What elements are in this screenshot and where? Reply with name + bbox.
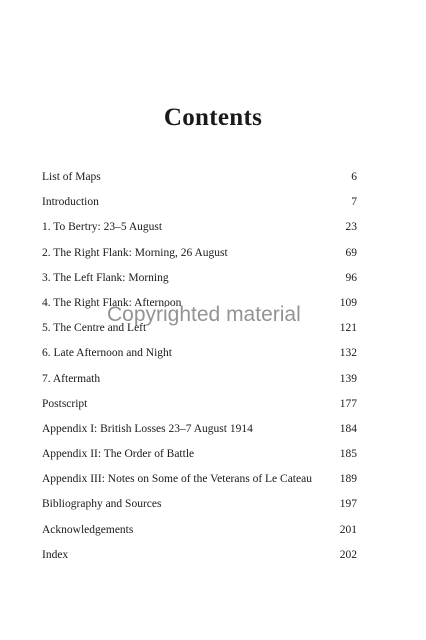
toc-entry[interactable] xyxy=(42,521,357,546)
toc-entry-page: 109 xyxy=(339,296,357,309)
toc-entry[interactable] xyxy=(42,269,357,294)
toc-entry-title: 1. To Bertry: 23–5 August xyxy=(42,221,163,234)
toc-entry-page: 7 xyxy=(351,196,357,209)
toc-entry[interactable] xyxy=(42,495,357,520)
toc-entry-page: 6 xyxy=(351,171,357,183)
toc-entry-page: 69 xyxy=(345,246,357,259)
toc-entry-title: List of Maps xyxy=(42,171,101,183)
toc-entry[interactable] xyxy=(42,193,357,218)
toc-entry[interactable] xyxy=(42,244,357,269)
toc-entry-page: 23 xyxy=(345,221,357,234)
toc-entry[interactable] xyxy=(42,470,357,495)
toc-entry[interactable] xyxy=(42,319,357,344)
toc-entry-page: 201 xyxy=(339,523,357,536)
toc-entry-title: 6. Late Afternoon and Night xyxy=(42,347,172,360)
toc-entry-page: 121 xyxy=(339,322,357,335)
toc-entry-title: 3. The Left Flank: Morning xyxy=(42,271,169,284)
toc-entry[interactable] xyxy=(42,420,357,445)
toc-entry-title: Acknowledgements xyxy=(42,523,134,536)
toc-entry-title: Appendix II: The Order of Battle xyxy=(42,448,195,461)
toc-entry[interactable] xyxy=(42,218,357,243)
toc-entry[interactable] xyxy=(42,294,357,319)
toc-entry-page: 132 xyxy=(339,347,357,360)
toc-entry-page: 177 xyxy=(339,397,357,410)
table-of-contents xyxy=(42,168,357,571)
toc-entry[interactable] xyxy=(42,445,357,470)
toc-entry-title: Index xyxy=(42,548,69,561)
toc-entry-page: 184 xyxy=(339,422,357,435)
toc-entry[interactable] xyxy=(42,395,357,420)
toc-entry[interactable] xyxy=(42,370,357,395)
toc-entry[interactable] xyxy=(42,546,357,571)
toc-entry-title: Appendix III: Notes on Some of the Veterans of Le Cateau xyxy=(42,473,312,486)
toc-entry-page: 202 xyxy=(339,548,357,561)
toc-entry-title: 5. The Centre and Left xyxy=(42,322,147,335)
page-title: Contents xyxy=(163,104,263,131)
toc-entry-title: 2. The Right Flank: Morning, 26 August xyxy=(42,246,228,259)
copyright-watermark: Copyrighted material xyxy=(107,303,301,326)
toc-entry-page: 139 xyxy=(339,372,357,385)
toc-entry[interactable] xyxy=(42,344,357,369)
toc-entry-title: 4. The Right Flank: Afternoon xyxy=(42,296,182,309)
toc-entry-page: 189 xyxy=(339,473,357,486)
toc-entry-page: 185 xyxy=(339,448,357,461)
toc-entry-title: Introduction xyxy=(42,196,99,209)
toc-entry-title: 7. Aftermath xyxy=(42,372,101,385)
toc-entry-title: Postscript xyxy=(42,397,88,410)
toc-entry[interactable] xyxy=(42,168,357,193)
toc-entry-title: Appendix I: British Losses 23–7 August 1914 xyxy=(42,422,253,435)
toc-entry-page: 197 xyxy=(339,498,357,511)
toc-entry-page: 96 xyxy=(345,271,357,284)
toc-entry-title: Bibliography and Sources xyxy=(42,498,162,511)
